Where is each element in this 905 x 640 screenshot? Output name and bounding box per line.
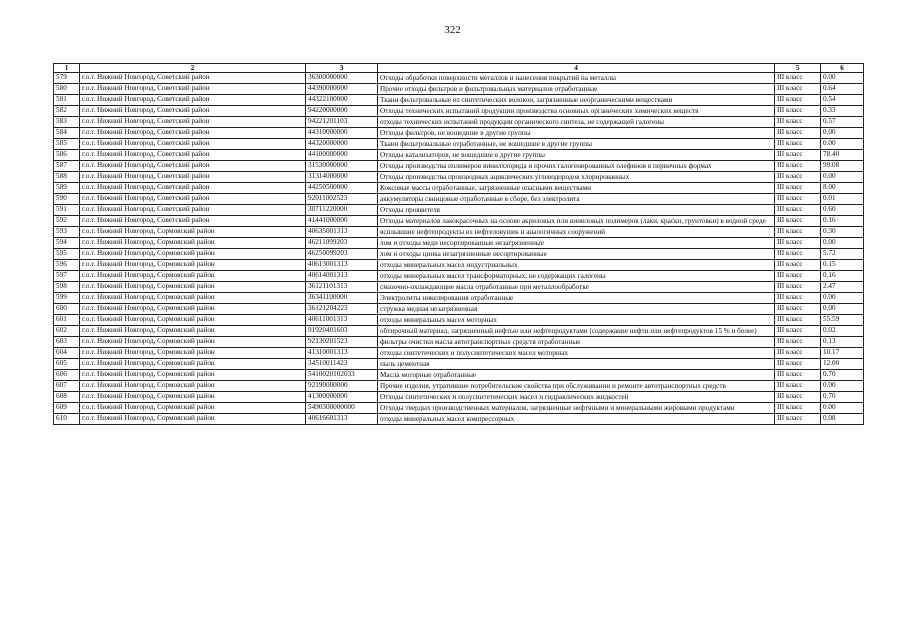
hazard-class-cell: III класс [775,414,821,425]
table-row [54,282,864,293]
waste-code-cell: 46211099203 [306,238,378,249]
location-cell: г.о.г. Нижний Новгород, Сормовский район [80,337,306,348]
hazard-class-cell: III класс [775,326,821,337]
waste-name-cell: пыль цементная [378,359,775,370]
hazard-class-cell: III класс [775,370,821,381]
amount-cell: 0.16 [821,271,864,282]
column-header: 3 [306,64,378,73]
table-row [54,381,864,392]
hazard-class-cell: III класс [775,84,821,95]
row-number-cell: 596 [54,260,80,271]
waste-code-cell: 40613001313 [306,260,378,271]
waste-code-cell: 36121204223 [306,304,378,315]
table-row [54,403,864,414]
column-header: 2 [80,64,306,73]
location-cell: г.о.г. Нижний Новгород, Сормовский район [80,414,306,425]
waste-code-cell: 36300000000 [306,73,378,84]
waste-name-cell: отходы синтетических и полусинтетических масел моторных [378,348,775,359]
waste-code-cell: 44100000000 [306,150,378,161]
waste-name-cell: отходы минеральных масел моторных [378,315,775,326]
location-cell: г.о.г. Нижний Новгород, Советский район [80,150,306,161]
amount-cell: 0.60 [821,205,864,216]
waste-code-cell: 92190000000 [306,381,378,392]
column-header: 1 [54,64,80,73]
location-cell: г.о.г. Нижний Новгород, Советский район [80,84,306,95]
hazard-class-cell: III класс [775,172,821,183]
row-number-cell: 591 [54,205,80,216]
waste-code-cell: 44322100000 [306,95,378,106]
row-number-cell: 592 [54,216,80,227]
waste-name-cell: Прочие изделия, утратившие потребительские свойства при обслуживании и ремонте автотранспортных средств [378,381,775,392]
row-number-cell: 602 [54,326,80,337]
waste-name-cell: Отходы материалов лакокрасочных на основе акриловых или виниловых полимеров (лаки, краски, грунтовки) в водной среде [378,216,775,227]
row-number-cell: 610 [54,414,80,425]
location-cell: г.о.г. Нижний Новгород, Сормовский район [80,293,306,304]
amount-cell: 55.59 [821,315,864,326]
hazard-class-cell: III класс [775,282,821,293]
waste-code-cell: 31314000000 [306,172,378,183]
waste-code-cell: 44250500000 [306,183,378,194]
row-number-cell: 589 [54,183,80,194]
location-cell: г.о.г. Нижний Новгород, Советский район [80,95,306,106]
row-number-cell: 590 [54,194,80,205]
location-cell: г.о.г. Нижний Новгород, Сормовский район [80,238,306,249]
row-number-cell: 584 [54,128,80,139]
table-row [54,128,864,139]
waste-code-cell: 92130201523 [306,337,378,348]
location-cell: г.о.г. Нижний Новгород, Сормовский район [80,381,306,392]
location-cell: г.о.г. Нижний Новгород, Сормовский район [80,249,306,260]
column-header: 6 [821,64,864,73]
waste-name-cell: Масла моторные отработанные [378,370,775,381]
row-number-cell: 604 [54,348,80,359]
waste-name-cell: лом и отходы цинка незагрязненные несортированные [378,249,775,260]
table-row [54,304,864,315]
waste-code-cell: 36121101313 [306,282,378,293]
hazard-class-cell: III класс [775,73,821,84]
waste-name-cell: отходы минеральных масел трансформаторных, не содержащих галогены [378,271,775,282]
location-cell: г.о.г. Нижний Новгород, Сормовский район [80,315,306,326]
amount-cell: 0.13 [821,337,864,348]
table-row [54,205,864,216]
column-header: 4 [378,64,775,73]
location-cell: г.о.г. Нижний Новгород, Сормовский район [80,271,306,282]
location-cell: г.о.г. Нижний Новгород, Сормовский район [80,348,306,359]
location-cell: г.о.г. Нижний Новгород, Советский район [80,205,306,216]
waste-code-cell: 40616601313 [306,414,378,425]
waste-name-cell: Отходы синтетических и полусинтетических масел и гидравлических жидкостей [378,392,775,403]
waste-name-cell: Отходы проявителя [378,205,775,216]
table-row [54,249,864,260]
row-number-cell: 599 [54,293,80,304]
row-number-cell: 603 [54,337,80,348]
location-cell: г.о.г. Нижний Новгород, Сормовский район [80,392,306,403]
amount-cell: 0.70 [821,392,864,403]
waste-code-cell: 46250099203 [306,249,378,260]
table-row [54,227,864,238]
hazard-class-cell: III класс [775,359,821,370]
waste-code-cell: 92011002523 [306,194,378,205]
row-number-cell: 606 [54,370,80,381]
hazard-class-cell: III класс [775,260,821,271]
waste-name-cell: Отходы технических испытаний продукции производства основных органических химических веществ [378,106,775,117]
row-number-cell: 580 [54,84,80,95]
waste-name-cell: Отходы производства полимеров винилхлорида и прочих галогенированных олефинов в первичных формах [378,161,775,172]
hazard-class-cell: III класс [775,95,821,106]
amount-cell: 0.00 [821,128,864,139]
hazard-class-cell: III класс [775,315,821,326]
row-number-cell: 581 [54,95,80,106]
waste-name-cell: лом и отходы меди несортированные незагрязненные [378,238,775,249]
amount-cell: 2.47 [821,282,864,293]
waste-name-cell: отходы минеральных масел индустриальных [378,260,775,271]
waste-code-cell: 541002010203З [306,370,378,381]
amount-cell: 10.17 [821,348,864,359]
hazard-class-cell: III класс [775,249,821,260]
amount-cell: 0.00 [821,293,864,304]
table-row [54,392,864,403]
row-number-cell: 597 [54,271,80,282]
table-row [54,84,864,95]
waste-code-cell: 91920401603 [306,326,378,337]
location-cell: г.о.г. Нижний Новгород, Советский район [80,172,306,183]
waste-name-cell: фильтры очистки масла автотранспортных средств отработанные [378,337,775,348]
hazard-class-cell: III класс [775,139,821,150]
hazard-class-cell: III класс [775,227,821,238]
location-cell: г.о.г. Нижний Новгород, Советский район [80,194,306,205]
waste-code-cell: 41300000000 [306,392,378,403]
amount-cell: 0.57 [821,117,864,128]
column-header: 5 [775,64,821,73]
waste-code-cell: 94221201103 [306,117,378,128]
location-cell: г.о.г. Нижний Новгород, Советский район [80,128,306,139]
table-row [54,73,864,84]
waste-name-cell: Электролиты никелирования отработанные [378,293,775,304]
waste-name-cell: Отходы фильтров, не вошедшие в другие группы [378,128,775,139]
waste-code-cell: 44310000000 [306,128,378,139]
amount-cell: 0.54 [821,95,864,106]
location-cell: г.о.г. Нижний Новгород, Сормовский район [80,326,306,337]
location-cell: г.о.г. Нижний Новгород, Советский район [80,183,306,194]
table-row [54,95,864,106]
waste-name-cell: отходы минеральных масел компрессорных [378,414,775,425]
location-cell: г.о.г. Нижний Новгород, Советский район [80,106,306,117]
amount-cell: 12.00 [821,359,864,370]
amount-cell: 0.00 [821,172,864,183]
hazard-class-cell: III класс [775,216,821,227]
hazard-class-cell: III класс [775,205,821,216]
hazard-class-cell: III класс [775,381,821,392]
table-body [54,73,864,425]
hazard-class-cell: III класс [775,293,821,304]
waste-code-cell: 41441000000 [306,216,378,227]
location-cell: г.о.г. Нижний Новгород, Советский район [80,216,306,227]
amount-cell: 0.02 [821,326,864,337]
table-row [54,348,864,359]
row-number-cell: 583 [54,117,80,128]
location-cell: г.о.г. Нижний Новгород, Сормовский район [80,359,306,370]
amount-cell: 0.00 [821,403,864,414]
table-row [54,117,864,128]
row-number-cell: 595 [54,249,80,260]
location-cell: г.о.г. Нижний Новгород, Сормовский район [80,304,306,315]
table-row [54,260,864,271]
table-row [54,326,864,337]
waste-registry-table [53,63,864,425]
location-cell: г.о.г. Нижний Новгород, Советский район [80,139,306,150]
row-number-cell: 579 [54,73,80,84]
location-cell: г.о.г. Нижний Новгород, Сормовский район [80,282,306,293]
waste-code-cell: 44320000000 [306,139,378,150]
waste-name-cell: обтирочный материал, загрязненный нефтью или нефтепродуктами (содержание нефти или нефтепродуктов 15 % и более) [378,326,775,337]
location-cell: г.о.г. Нижний Новгород, Советский район [80,117,306,128]
row-number-cell: 585 [54,139,80,150]
amount-cell: 99.08 [821,161,864,172]
waste-code-cell: 40635001313 [306,227,378,238]
amount-cell: 0.15 [821,260,864,271]
table-row [54,216,864,227]
location-cell: г.о.г. Нижний Новгород, Сормовский район [80,260,306,271]
amount-cell: 0.00 [821,304,864,315]
table-row [54,271,864,282]
waste-code-cell: 40614001313 [306,271,378,282]
location-cell: г.о.г. Нижний Новгород, Сормовский район [80,227,306,238]
table-header-row [54,64,864,73]
waste-name-cell: Коксовые массы отработанные, загрязненные опасными веществами [378,183,775,194]
table-row [54,238,864,249]
table-row [54,161,864,172]
waste-name-cell: Отходы обработки поверхности металлов и нанесения покрытий на металлы [378,73,775,84]
amount-cell: 0.33 [821,106,864,117]
row-number-cell: 608 [54,392,80,403]
hazard-class-cell: III класс [775,304,821,315]
table-row [54,337,864,348]
amount-cell: 0.00 [821,139,864,150]
location-cell: г.о.г. Нижний Новгород, Сормовский район [80,370,306,381]
table-row [54,172,864,183]
waste-code-cell: 34510011423 [306,359,378,370]
table-row [54,183,864,194]
amount-cell: 5.72 [821,249,864,260]
amount-cell: 0.64 [821,84,864,95]
table-row [54,359,864,370]
waste-code-cell: 30711220000 [306,205,378,216]
row-number-cell: 582 [54,106,80,117]
waste-name-cell: Прочие отходы фильтров и фильтровальных материалов отработанные [378,84,775,95]
row-number-cell: 587 [54,161,80,172]
hazard-class-cell: III класс [775,161,821,172]
table-row [54,414,864,425]
row-number-cell: 607 [54,381,80,392]
row-number-cell: 600 [54,304,80,315]
row-number-cell: 609 [54,403,80,414]
table-row [54,315,864,326]
hazard-class-cell: III класс [775,194,821,205]
row-number-cell: 586 [54,150,80,161]
row-number-cell: 593 [54,227,80,238]
hazard-class-cell: III класс [775,271,821,282]
amount-cell: 78.40 [821,150,864,161]
waste-name-cell: Отходы катализаторов, не вошедшие в другие группы [378,150,775,161]
location-cell: г.о.г. Нижний Новгород, Сормовский район [80,403,306,414]
table-row [54,106,864,117]
hazard-class-cell: III класс [775,392,821,403]
hazard-class-cell: III класс [775,106,821,117]
amount-cell: 0.00 [821,73,864,84]
waste-code-cell: 40611001313 [306,315,378,326]
waste-name-cell: стружка медная незагрязненная [378,304,775,315]
hazard-class-cell: III класс [775,117,821,128]
table-row [54,370,864,381]
waste-code-cell: 5490300000000 [306,403,378,414]
waste-code-cell: 44390000000 [306,84,378,95]
waste-name-cell: Ткани фильтровальные отработанные, не вошедшие в другие группы [378,139,775,150]
row-number-cell: 594 [54,238,80,249]
amount-cell: 0.16 [821,216,864,227]
table-row [54,150,864,161]
table-row [54,194,864,205]
amount-cell: 0.30 [821,227,864,238]
waste-code-cell: 36341100000 [306,293,378,304]
location-cell: г.о.г. Нижний Новгород, Советский район [80,73,306,84]
amount-cell: 0.01 [821,194,864,205]
table-row [54,293,864,304]
hazard-class-cell: III класс [775,403,821,414]
row-number-cell: 598 [54,282,80,293]
waste-name-cell: аккумуляторы свинцовые отработанные в сборе, без электролита [378,194,775,205]
hazard-class-cell: III класс [775,150,821,161]
row-number-cell: 605 [54,359,80,370]
table-row [54,139,864,150]
hazard-class-cell: III класс [775,337,821,348]
waste-name-cell: Ткани фильтровальные из синтетических волокон, загрязненные неорганическими веществами [378,95,775,106]
amount-cell: 0.00 [821,381,864,392]
row-number-cell: 601 [54,315,80,326]
amount-cell: 0.00 [821,238,864,249]
amount-cell: 0.08 [821,414,864,425]
hazard-class-cell: III класс [775,183,821,194]
waste-name-cell: всплывшие нефтепродукты из нефтеловушек и аналогичных сооружений [378,227,775,238]
waste-name-cell: отходы технических испытаний продукции органического синтеза, не содержащей галогены [378,117,775,128]
hazard-class-cell: III класс [775,128,821,139]
waste-name-cell: Отходы производства производных ациклических углеводородов хлорированных [378,172,775,183]
waste-name-cell: Отходы твердых производственных материалов, загрязненные нефтяными и минеральными жировыми продуктами [378,403,775,414]
waste-code-cell: 94220000000 [306,106,378,117]
hazard-class-cell: III класс [775,238,821,249]
amount-cell: 0.70 [821,370,864,381]
waste-name-cell: смазочно-охлаждающие масла отработанные при металлообработке [378,282,775,293]
waste-code-cell: 31530000000 [306,161,378,172]
location-cell: г.о.г. Нижний Новгород, Советский район [80,161,306,172]
hazard-class-cell: III класс [775,348,821,359]
page-number: 322 [444,24,461,36]
amount-cell: 8.00 [821,183,864,194]
row-number-cell: 588 [54,172,80,183]
waste-code-cell: 41310001313 [306,348,378,359]
